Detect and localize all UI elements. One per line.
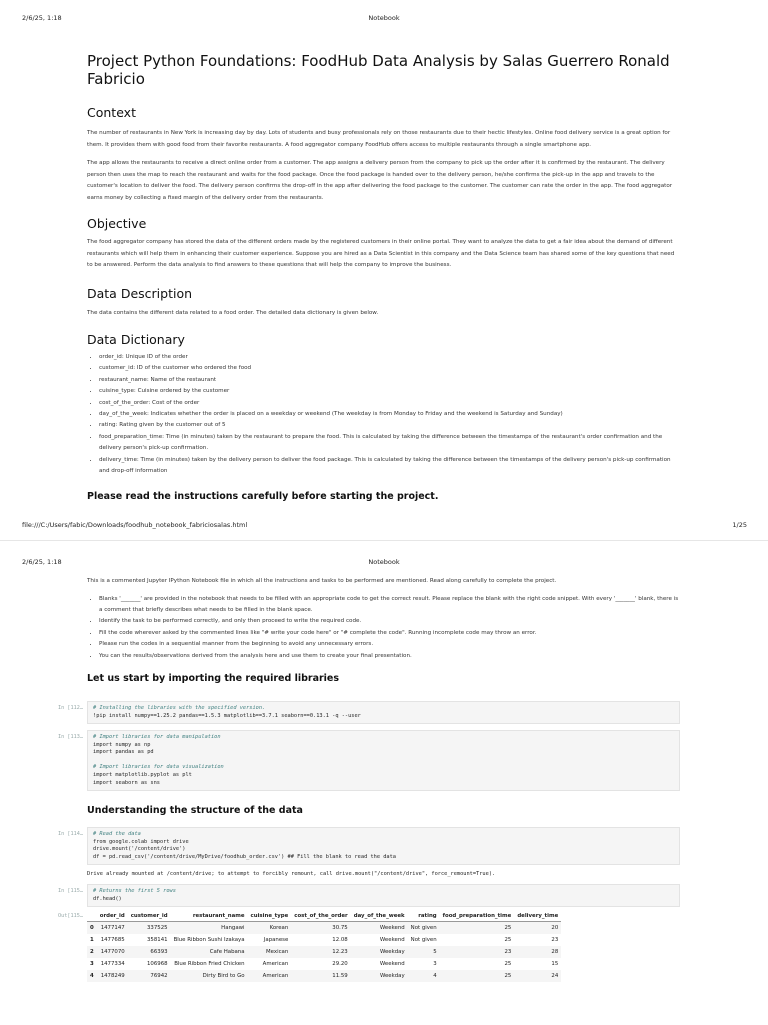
table-header-row <box>87 911 561 922</box>
output-prompt: Out[115… <box>58 913 83 919</box>
code-line: drive.mount('/content/drive') <box>93 846 186 853</box>
table-cell: 1477334 <box>100 961 125 967</box>
table-cell: 29.20 <box>332 961 348 967</box>
code-cell-112[interactable] <box>58 701 680 724</box>
print-path: file:///C:/Users/fabic/Downloads/foodhub_notebook_fabriciosalas.html <box>22 521 248 529</box>
table-cell: 25 <box>440 970 515 982</box>
intro-paragraph: This is a commented Jupyter IPython Notebook file in which all the instructions and tasks to be performed are mentioned. Read along carefully to complete the project. <box>87 578 557 584</box>
table-cell: 3 <box>433 961 437 967</box>
notebook-body <box>87 52 680 502</box>
table-cell: Weekday <box>351 970 408 982</box>
code-line: import pandas as pd <box>93 749 154 756</box>
instruction-item: • Please run the codes in a sequential manner from the beginning to avoid any unnecessary errors. <box>99 639 680 650</box>
table-cell: Weekend <box>379 937 405 943</box>
code-comment: # Read the data <box>93 831 141 837</box>
column-header: cuisine_type <box>248 911 292 922</box>
table-cell: 106968 <box>146 961 168 967</box>
code-cell-114[interactable] <box>58 827 680 878</box>
table-cell: Blue Ribbon Sushi Izakaya <box>173 937 245 943</box>
context-heading: Context <box>87 105 136 120</box>
table-cell: 25 <box>504 961 512 967</box>
dict-item-order-id: • order_id: Unique ID of the order <box>99 352 680 363</box>
column-header: cost_of_the_order <box>291 911 350 922</box>
table-cell: 12.08 <box>332 937 348 943</box>
cell-prompt: In [114… <box>58 831 83 837</box>
table-cell: 15 <box>551 961 559 967</box>
table-cell: 1477685 <box>100 937 125 943</box>
table-cell: 1477070 <box>97 946 128 958</box>
table-cell: Cafe Habana <box>171 946 248 958</box>
table-cell: 25 <box>440 922 515 935</box>
dict-item-customer-id: • customer_id: ID of the customer who ordered the food <box>99 363 680 374</box>
data-dictionary-heading: Data Dictionary <box>87 332 185 347</box>
table-cell: Blue Ribbon Fried Chicken <box>174 961 245 967</box>
instruction-item: • Identify the task to be performed correctly, and only then proceed to write the required code. <box>99 616 680 627</box>
table-cell: Korean <box>248 922 292 935</box>
code-input[interactable] <box>87 884 680 907</box>
table-row <box>87 958 561 970</box>
cell-prompt: In [113… <box>58 734 83 740</box>
column-header <box>87 911 97 922</box>
code-line: df.head() <box>93 895 122 902</box>
output-cell-115 <box>58 911 680 982</box>
table-cell: 1477147 <box>97 922 128 935</box>
import-heading: Let us start by importing the required libraries <box>87 672 340 684</box>
code-cell-115[interactable] <box>58 884 680 907</box>
table-cell: 337525 <box>128 922 171 935</box>
table-row <box>87 970 561 982</box>
table-cell: Japanese <box>263 937 289 943</box>
table-cell: 12.23 <box>291 946 350 958</box>
table-cell: 11.59 <box>291 970 350 982</box>
code-line: import matplotlib.pyplot as plt <box>93 771 192 778</box>
objective-paragraph: The food aggregator company has stored the data of the different orders made by the registered customers in their online portal. They want to analyze the data to get a fair idea about the demand of different restaurants which will help them in enhancing their customer experience. Suppose you are hired as a Data Scientist in this company and the Data Science team has shared some of the key questions that need to be answered. Perform the data analysis to find answers to these questions that will help the company to improve the business. <box>87 239 675 268</box>
table-cell: 1478249 <box>97 970 128 982</box>
table-cell: 20 <box>514 922 561 935</box>
table-cell: 25 <box>504 937 512 943</box>
dict-item-food-prep-time: • food_preparation_time: Time (in minutes) taken by the restaurant to prepare the food. This is calculated by taking the difference between the timestamps of the restaurant's order confirmation and the delivery person's pick-up confirmation. <box>99 432 680 455</box>
print-date: 2/6/25, 1:18 <box>22 14 62 22</box>
table-cell: Not given <box>410 937 437 943</box>
table-cell: 358141 <box>146 937 168 943</box>
table-cell: American <box>248 970 292 982</box>
data-dictionary-list <box>87 352 680 477</box>
table-cell: Dirty Bird to Go <box>171 970 248 982</box>
context-paragraph-1: The number of restaurants in New York is increasing day by day. Lots of students and busy professionals rely on those restaurants due to their hectic lifestyles. Online food delivery service is a great option for them. It provides them with good food from their favorite restaurants. A food aggregator company FoodHub offers access to multiple restaurants through a single smartphone app. <box>87 130 671 148</box>
table-row <box>87 922 561 935</box>
dataframe-table <box>87 911 561 982</box>
column-header: customer_id <box>128 911 171 922</box>
cell-prompt: In [115… <box>58 888 83 894</box>
data-description-heading: Data Description <box>87 285 193 301</box>
row-index: 3 <box>90 961 94 967</box>
column-header: food_preparation_time <box>440 911 515 922</box>
table-row <box>87 934 561 946</box>
dict-item-delivery-time: • delivery_time: Time (in minutes) taken by the delivery person to deliver the food package. This is calculated by taking the difference between the timestamps of the delivery person's pick-up confirmation and drop-off information <box>99 455 680 478</box>
data-description-paragraph: The data contains the different data related to a food order. The detailed data dictionary is given below. <box>87 309 379 316</box>
code-line: import seaborn as sns <box>93 779 160 786</box>
table-row <box>87 946 561 958</box>
table-cell: Weekday <box>351 946 408 958</box>
table-cell: Not given <box>408 922 440 935</box>
table-cell: Weekend <box>379 961 405 967</box>
table-cell: Hangawi <box>171 922 248 935</box>
code-comment: # Installing the libraries with the specified version. <box>93 705 266 711</box>
instruction-list <box>87 594 680 662</box>
cell-prompt: In [112… <box>58 705 83 711</box>
table-cell: 24 <box>514 970 561 982</box>
code-comment: # Import libraries for data visualization <box>93 764 224 771</box>
table-cell: 28 <box>514 946 561 958</box>
table-cell: 5 <box>408 946 440 958</box>
code-input[interactable] <box>87 701 680 724</box>
column-header: day_of_the_week <box>351 911 408 922</box>
table-cell: 30.75 <box>291 922 350 935</box>
table-cell: Weekend <box>351 922 408 935</box>
code-line: !pip install numpy==1.25.2 pandas==1.5.3 matplotlib==3.7.1 seaborn==0.13.1 -q --user <box>93 712 361 719</box>
table-cell: 66393 <box>128 946 171 958</box>
column-header: restaurant_name <box>171 911 248 922</box>
structure-heading: Understanding the structure of the data <box>87 805 303 816</box>
code-comment: # Returns the first 5 rows <box>93 888 176 894</box>
code-input[interactable] <box>87 827 680 865</box>
instruction-item: • You can the results/observations derived from the analysis here and use them to create your final presentation. <box>99 651 680 662</box>
column-header: order_id <box>97 911 128 922</box>
column-header: delivery_time <box>514 911 561 922</box>
dict-item-rating: • rating: Rating given by the customer out of 5 <box>99 420 680 431</box>
print-page-number: 1/25 <box>732 521 747 529</box>
code-cell-113[interactable] <box>58 730 680 791</box>
pdf-page-2 <box>0 540 768 1025</box>
print-title: Notebook <box>368 14 400 22</box>
instruction-item: • Fill the code wherever asked by the commented lines like "# write your code here" or "# complete the code". Running incomplete code may throw an error. <box>99 628 680 639</box>
column-header: rating <box>408 911 440 922</box>
code-comment: # Import libraries for data manipulation <box>93 734 221 740</box>
dict-item-restaurant-name: • restaurant_name: Name of the restaurant <box>99 375 680 386</box>
dict-item-cost: • cost_of_the_order: Cost of the order <box>99 398 680 409</box>
table-cell: 23 <box>551 937 559 943</box>
table-cell: 76942 <box>128 970 171 982</box>
table-cell: American <box>262 961 289 967</box>
context-paragraph-2: The app allows the restaurants to receive a direct online order from a customer. The app assigns a delivery person from the company to pick up the order after it is confirmed by the restaurant. The delivery person then uses the map to reach the restaurant and waits for the food package. Once the food package is handed over to the delivery person, he/she confirms the pick-up in the app and travels to the customer's location to deliver the food. The delivery person confirms the drop-off in the app after delivering the food package to the customer. The customer can rate the order in the app. The food aggregator earns money by collecting a fixed margin of the delivery order from the restaurants. <box>87 160 673 201</box>
page-title: Project Python Foundations: FoodHub Data Analysis by Salas Guerrero Ronald Fabricio <box>87 52 670 88</box>
cell-output: Drive already mounted at /content/drive; to attempt to forcibly remount, call drive.mount("/content/drive", force_remount=True). <box>87 871 496 878</box>
instructions-note: Please read the instructions carefully before starting the project. <box>87 491 439 503</box>
dict-item-cuisine-type: • cuisine_type: Cuisine ordered by the customer <box>99 386 680 397</box>
code-input[interactable] <box>87 730 680 791</box>
row-index: 2 <box>87 946 97 958</box>
table-cell: 4 <box>408 970 440 982</box>
row-index: 1 <box>90 937 94 943</box>
table-cell: 23 <box>440 946 515 958</box>
objective-heading: Objective <box>87 216 147 231</box>
instruction-item: • Blanks '_______' are provided in the notebook that needs to be filled with an appropriate code to get the correct result. Please replace the blank with the right code snippet. With every '_______' blank, there is a comment that briefly describes what needs to be filled in the blank space. <box>99 594 680 617</box>
row-index: 0 <box>87 922 97 935</box>
code-line: df = pd.read_csv('/content/drive/MyDrive/foodhub_order.csv') ## Fill the blank to read the data <box>93 853 396 860</box>
print-date: 2/6/25, 1:18 <box>22 558 62 566</box>
code-line: from google.colab import drive <box>93 838 189 845</box>
print-title: Notebook <box>368 558 400 566</box>
notebook-body <box>87 576 680 684</box>
row-index: 4 <box>87 970 97 982</box>
dict-item-day-of-week: • day_of_the_week: Indicates whether the order is placed on a weekday or weekend (The weekday is from Monday to Friday and the weekend is Saturday and Sunday) <box>99 409 680 420</box>
code-line: import numpy as np <box>93 741 151 748</box>
table-cell: Mexican <box>248 946 292 958</box>
